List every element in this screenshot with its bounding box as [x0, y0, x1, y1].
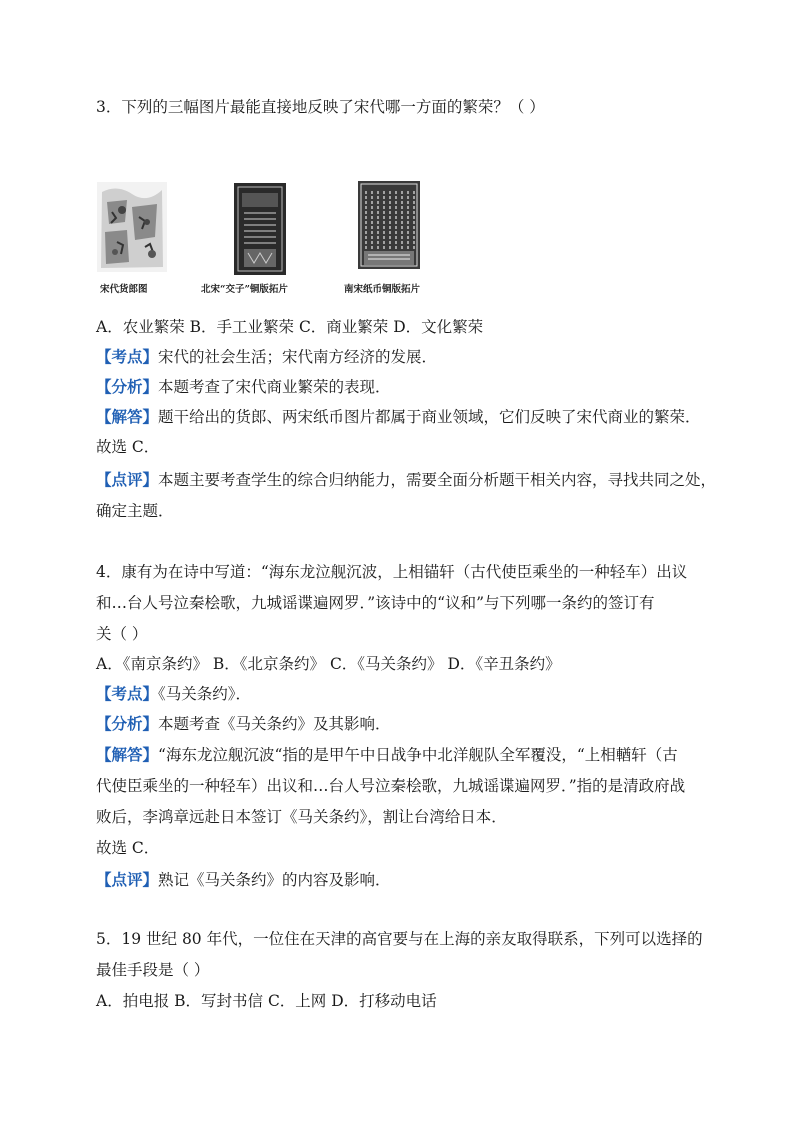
q3-guxuan: 故选 C．: [96, 438, 160, 456]
kaodian-tag: 【考点】: [96, 347, 159, 366]
q3-fenxi-text: 本题考查了宋代商业繁荣的表现．: [158, 378, 391, 396]
q3-dianping-text: 本题主要考查学生的综合归纳能力，需要全面分析题干相关内容，寻找共同之处，: [158, 471, 717, 489]
q4-dianping-text: 熟记《马关条约》的内容及影响．: [158, 871, 391, 889]
q3-jieda-text: 题干给出的货郎、两宋纸币图片都属于商业领域，它们反映了宋代商业的繁荣．: [158, 408, 701, 426]
q4-fenxi-text: 本题考查《马关条约》及其影响．: [158, 715, 391, 733]
q3-kaodian: [96, 347, 437, 367]
q4-stem-line2: 和…台人号泣秦桧歌，九城谣谍遍网罗．”该诗中的“议和”与下列哪一条约的签订有: [96, 594, 655, 612]
jiaozi-image: [234, 183, 286, 279]
q4-guxuan: 故选 C．: [96, 839, 160, 857]
q4-jieda-line3: 败后，李鸿章远赴日本签订《马关条约》，割让台湾给日本．: [96, 808, 507, 826]
q3-jieda: [96, 407, 701, 427]
nansong-paper-money-image: [358, 181, 420, 273]
q4-kaodian: [96, 684, 251, 704]
huolang-image: [97, 182, 167, 276]
q3-dianping: [96, 470, 716, 490]
q5-stem-line2: 最佳手段是（ ）: [96, 961, 210, 979]
huolang-caption: 宋代货郎图: [100, 284, 148, 295]
q4-options: A．《南京条约》 B．《北京条约》 C．《马关条约》 D．《辛丑条约》: [96, 655, 561, 673]
q4-stem-line3: 关（ ）: [96, 625, 148, 643]
q4-jieda: [96, 745, 678, 765]
kaodian-tag: 【考点】: [96, 684, 159, 703]
q4-dianping: [96, 870, 391, 890]
q4-fenxi: [96, 714, 391, 734]
q3-options: A．农业繁荣 B．手工业繁荣 C．商业繁荣 D．文化繁荣: [96, 318, 484, 336]
q4-stem-line1: 4．康有为在诗中写道：“海东龙泣舰沉波，上相锚轩（古代使臣乘坐的一种轻车）出议: [96, 563, 688, 581]
q4-jieda-text: “海东龙泣舰沉波“指的是甲午中日战争中北洋舰队全军覆没，“上相輶轩（古: [158, 746, 678, 764]
q4-kaodian-text: 《马关条约》．: [158, 685, 252, 703]
q5-stem-line1: 5．19 世纪 80 年代，一位住在天津的高官要与在上海的亲友取得联系，下列可以选择的: [96, 930, 703, 948]
fenxi-tag: 【分析】: [96, 714, 159, 733]
q5-options: A．拍电报 B．写封书信 C．上网 D．打移动电话: [96, 992, 437, 1010]
jieda-tag: 【解答】: [96, 407, 159, 426]
q3-dianping-cont: 确定主题．: [96, 502, 174, 520]
fenxi-tag: 【分析】: [96, 377, 159, 396]
jiaozi-caption: 北宋“交子”铜版拓片: [201, 284, 288, 295]
q3-fenxi: [96, 377, 391, 397]
dianping-tag: 【点评】: [96, 470, 159, 489]
jieda-tag: 【解答】: [96, 745, 159, 764]
nansong-caption: 南宋纸币铜版拓片: [344, 284, 421, 295]
q3-stem: 3．下列的三幅图片最能直接地反映了宋代哪一方面的繁荣？（ ）: [96, 98, 545, 116]
q4-jieda-line2: 代使臣乘坐的一种轻车）出议和…台人号泣秦桧歌，九城谣谍遍网罗．”指的是清政府战: [96, 777, 686, 795]
q3-kaodian-text: 宋代的社会生活；宋代南方经济的发展．: [158, 348, 438, 366]
dianping-tag: 【点评】: [96, 870, 159, 889]
